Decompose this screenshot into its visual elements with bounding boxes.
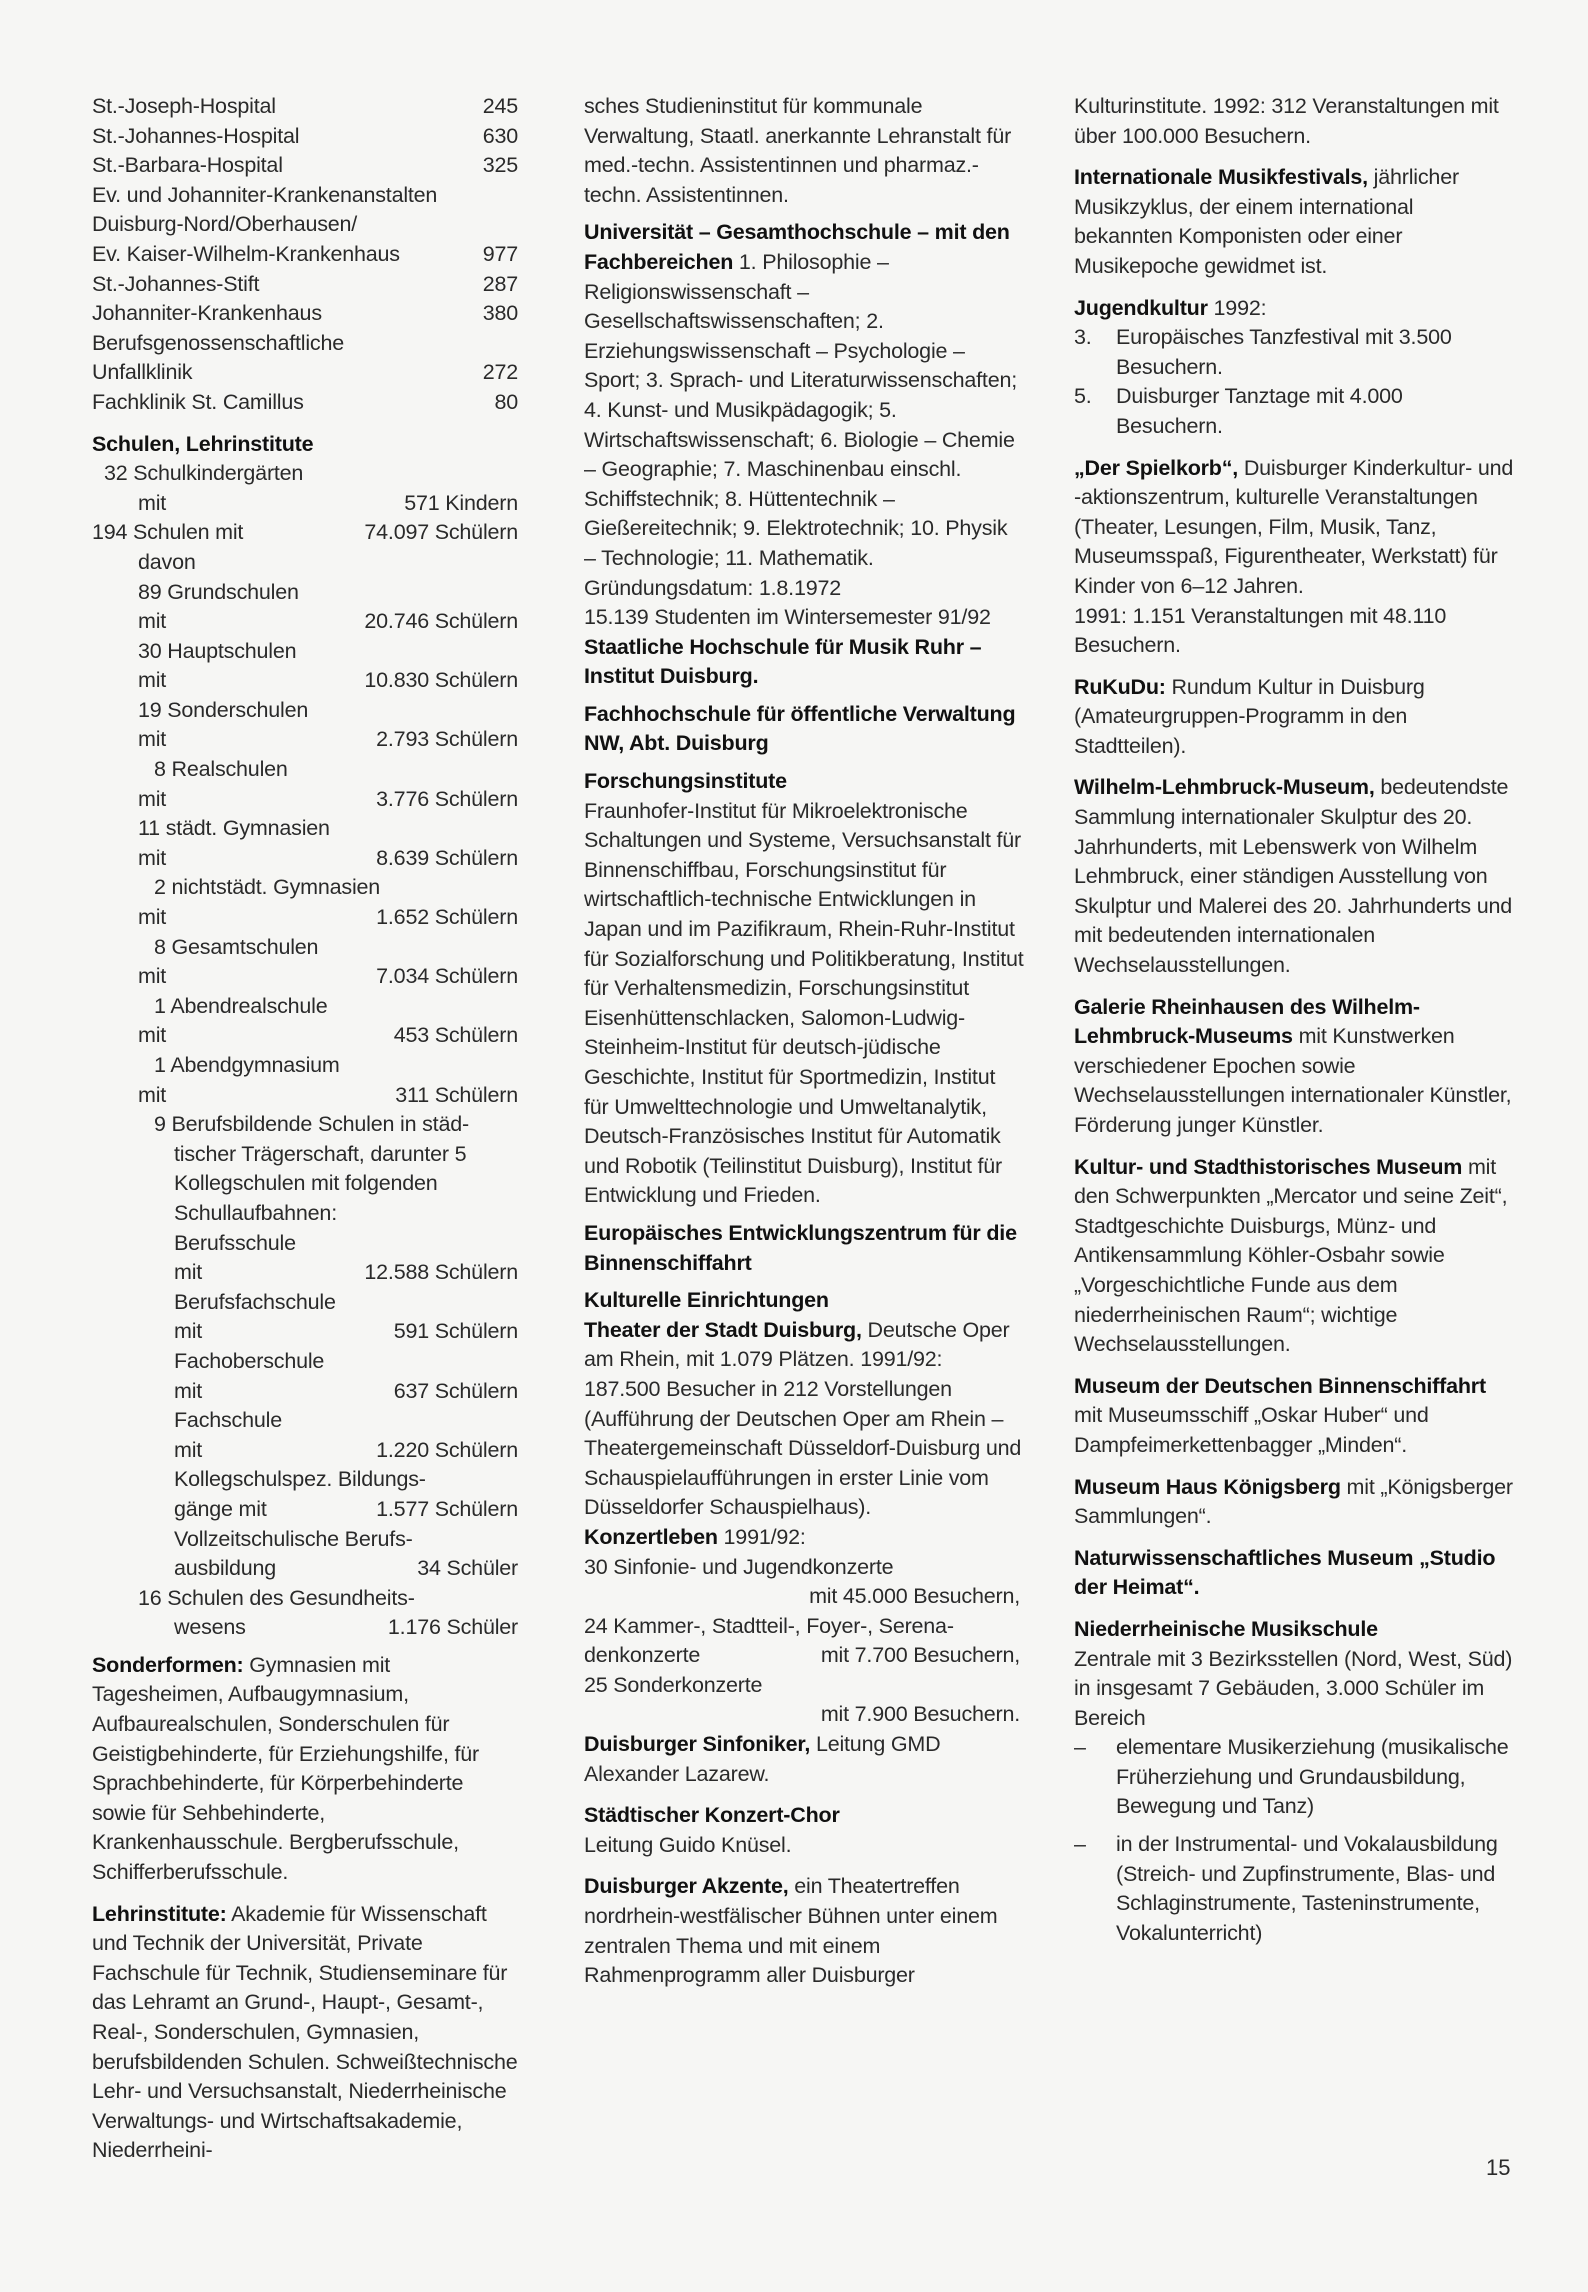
lehrinstitute-text: Akademie für Wissenschaft und Technik der Universität, Private Fachschule für Technik, Studienseminare für das Lehramt an Grund-, Haupt-, Gesamt-, Real-, Sonderschulen, Gymnasien, berufsbildenden Schulen. Schweißtechnische Lehr- und Versuchsanstalt, Niederrheinische Verwaltungs- und Wirtschaftsakademie, Niederrheini- [92,1901,518,2163]
school-count-line [92,1258,522,1288]
koenigsberg-heading: Museum Haus Königsberg [1074,1474,1341,1499]
hospital-row [92,151,522,181]
hospital-beds: 80 [494,389,518,414]
school-count-line [92,725,522,755]
mit-label: mit [138,964,167,989]
list-marker: 3. [1074,325,1092,350]
konzert-line: mit 7.900 Besuchern. [820,1702,1020,1727]
school-line: 89 Grundschulen [138,579,299,604]
gruendungsdatum: Gründungsdatum: 1.8.1972 [584,575,841,600]
konzert-line: mit 45.000 Besuchern, [809,1584,1020,1609]
school-list [92,459,522,1643]
list-item [1074,1830,1514,1948]
lehmbruck-paragraph [1074,773,1514,980]
naturmuseum-heading: Naturwissenschaftliches Museum „Studio der Heimat“. [1074,1545,1496,1600]
mit-label: mit [174,1437,203,1462]
school-line: 2 nichtstädt. Gymnasien [154,875,381,900]
forschung-text: Fraunhofer-Institut für Mikroelektronische Schaltungen und Systeme, Versuchsanstalt für Binnenschiffbau, Forschungsinstitut für wirtschaftlich-technische Entwicklungen in Japan und im Pazifikraum, Rhein-Ruhr-Institut für Sozialforschung und Politikberatung, Institut für Verhaltensmedizin, Forschungsinstitut Eisenhüttenschlacken, Salomon-Ludwig-Steinheim-Institut für deutsch-jüdische Geschichte, Institut für Sportmedizin, Institut für Umwelttechnologie und Umweltanalytik, Deutsch-Französisches Institut für Automatik und Robotik (Teilinstitut Duisburg), Institut für Entwicklung und Frieden. [584,798,1024,1208]
hospital-row [92,240,522,270]
school-count-line [92,518,522,548]
konzert-line: 25 Sonderkonzerte [584,1672,763,1697]
konzertleben-paragraph [584,1523,1024,1553]
spielkorb-text: Duisburger Kinderkultur- und -aktionszentrum, kulturelle Veranstaltungen (Theater, Lesungen, Film, Musik, Tanz, Museumsspaß, Figurentheater, Werkstatt) für Kinder von 6–12 Jahren. [1074,455,1514,598]
hospital-row [92,181,522,211]
school-line: Vollzeitschulische Berufs- [174,1526,413,1551]
school-count-line [92,903,522,933]
mit-label: mit [174,1378,203,1403]
count-value: 34 Schüler [417,1556,518,1581]
konzertchor-heading: Städtischer Konzert-Chor [584,1803,840,1828]
mit-label: mit [138,609,167,634]
hospital-list [92,92,522,418]
studenten-count: 15.139 Studenten im Wintersemester 91/92 [584,605,991,630]
column-2 [584,92,1024,1991]
universitaet-paragraph [584,218,1024,573]
konzertleben-text: 1991/92: [717,1524,806,1549]
continuation-text: Kulturinstitute. 1992: 312 Veranstaltungen mit über 100.000 Besuchern. [1074,94,1499,148]
school-line: Schullaufbahnen: [174,1200,337,1225]
hospital-beds: 977 [482,241,518,266]
sinfoniker-paragraph [584,1730,1024,1789]
list-text: Europäisches Tanzfestival mit 3.500 Besuchern. [1116,325,1452,379]
hospital-name: St.-Barbara-Hospital [92,153,283,178]
hospital-name: St.-Joseph-Hospital [92,94,276,118]
lehmbruck-text: bedeutendste Sammlung internationaler Skulptur des 20. Jahrhunderts, mit Lebenswerk von Wilhelm Lehmbruck, einer ständigen Ausstellung von Skulptur und Malerei des 20. Jahrhunderts und mit bedeutenden internationalen Wechselausstellungen. [1074,775,1512,978]
hospital-name: St.-Johannes-Stift [92,271,260,296]
galerie-text: mit Kunstwerken verschiedener Epochen sowie Wechselausstellungen internationaler Künstler, Förderung junger Künstler. [1074,1024,1512,1137]
hospital-name: Fachklinik St. Camillus [92,389,304,414]
school-line: Kollegschulspez. Bildungs- [174,1467,426,1492]
mit-label: mit [174,1260,203,1285]
count-value: 1.220 Schülern [376,1437,518,1462]
list-text: elementare Musikerziehung (musikalische Früherziehung und Grundausbildung, Bewegung und Tanz) [1116,1735,1509,1819]
school-line: 19 Sonderschulen [138,697,309,722]
hospital-beds: 245 [482,94,518,118]
rukudu-heading: RuKuDu: [1074,674,1166,699]
hospital-beds: 325 [482,153,518,178]
spielkorb-paragraph [1074,454,1514,602]
count-value: 571 Kindern [404,490,518,515]
school-line: 8 Realschulen [154,757,288,782]
rukudu-paragraph [1074,673,1514,762]
list-marker: – [1074,1735,1086,1760]
count-value: 12.588 Schülern [364,1260,518,1285]
list-text: Duisburger Tanztage mit 4.000 Besuchern. [1116,384,1403,438]
konzert-line: 24 Kammer-, Stadtteil-, Foyer-, Serena- [584,1613,954,1638]
count-value: 637 Schülern [393,1378,518,1403]
hospital-beds: 272 [482,360,518,385]
hospital-name: St.-Johannes-Hospital [92,123,300,148]
universitaet-text: 1. Philosophie – Religionswissenschaft – Gesellschaftswissenschaften; 2. Erziehungswissenschaft – Psychologie – Sport; 3. Sprach- und Literaturwissenschaften; 4. Kunst- und Musikpädagogik; 5. Wirtschaftswissenschaft; 6. Biologie – Chemie – Geographie; 7. Maschinenbau einschl. Schiffstechnik; 8. Hüttentechnik – Gießereitechnik; 9. Elektrotechnik; 10. Physik – Technologie; 11. Mathematik. [584,249,1017,570]
sinfoniker-heading: Duisburger Sinfoniker, [584,1732,811,1757]
count-value: 591 Schülern [393,1319,518,1344]
kulturelle-heading: Kulturelle Einrichtungen [584,1288,829,1313]
school-line: 1 Abendgymnasium [154,1053,340,1077]
forschung-heading: Forschungsinstitute [584,769,787,794]
hospital-row [92,299,522,329]
mit-label: mit [138,1082,167,1107]
hospital-row [92,270,522,300]
mit-label: mit [138,786,167,811]
hospital-beds [518,329,522,359]
list-item [1074,1733,1514,1822]
konzert-line: 30 Sinfonie- und Jugendkonzerte [584,1554,894,1579]
list-text: in der Instrumental- und Vokalausbildung (Streich- und Zupfinstrumente, Blas- und Schlaginstrumente, Tasteninstrumente, Vokalunterricht) [1116,1832,1498,1945]
school-count-line [92,1613,522,1643]
konzert-line [584,1641,1024,1671]
musikfestivals-paragraph [1074,163,1514,281]
count-value: 7.034 Schülern [376,964,518,989]
hospital-row [92,92,522,122]
rukudu-text: Rundum Kultur in Duisburg (Amateurgruppen-Programm in den Stadtteilen). [1074,674,1425,758]
school-line: Berufsfachschule [174,1289,336,1314]
school-line: Kollegschulen mit folgenden [174,1171,438,1196]
school-count-line [92,1436,522,1466]
count-value: 453 Schülern [393,1023,518,1048]
lehrinstitute-paragraph [92,1900,522,2166]
school-line: 9 Berufsbildende Schulen in städ- [154,1112,469,1137]
koenigsberg-text: mit „Königsberger Sammlungen“. [1074,1474,1513,1529]
stadtmuseum-paragraph [1074,1153,1514,1360]
theater-paragraph [584,1316,1024,1523]
mit-label: mit [174,1319,203,1344]
jugendkultur-heading: Jugendkultur [1074,295,1208,320]
school-line: davon [138,549,196,574]
hospital-name: Unfallklinik [92,360,193,385]
hospital-row [92,210,522,240]
konzertleben-heading: Konzertleben [584,1524,718,1549]
mit-label: mit [138,668,167,693]
jugendkultur-paragraph [1074,294,1514,324]
school-line: Fachoberschule [174,1348,325,1373]
school-count-line [92,666,522,696]
hospital-beds: 287 [482,271,518,296]
musikfestivals-text: jährlicher Musikzyklus, der einem international bekannten Komponisten oder einer Musikepoche gewidmet ist. [1074,165,1459,278]
mit-label: mit [138,905,167,930]
school-line: 16 Schulen des Gesundheits- [138,1585,415,1610]
konzert-label: denkonzerte [584,1643,701,1668]
mit-label: mit [138,490,167,515]
hospital-row [92,329,522,359]
school-line: 8 Gesamtschulen [154,934,319,959]
school-line: 32 Schulkindergärten [104,461,304,486]
school-count-line [92,1317,522,1347]
schulen-heading: Schulen, Lehrinstitute [92,431,314,456]
hospital-beds [518,210,522,240]
galerie-paragraph [1074,993,1514,1141]
hospital-name: Ev. Kaiser-Wilhelm-Krankenhaus [92,241,400,266]
count-value: 10.830 Schülern [364,668,518,693]
konzertchor-text: Leitung Guido Knüsel. [584,1832,792,1857]
count-value: 1.577 Schülern [376,1496,518,1521]
school-count-line [92,489,522,519]
mit-label: wesens [174,1615,246,1640]
school-count-line [92,1554,522,1584]
school-count-line [92,785,522,815]
mit-label: gänge mit [174,1496,267,1521]
theater-text: Deutsche Oper am Rhein, mit 1.079 Plätzen. 1991/92: 187.500 Besucher in 212 Vorstellungen (Aufführung der Deutschen Oper am Rhein – Theatergemeinschaft Düsseldorf-Duisburg und Schauspielaufführungen in erster Linie vom Düsseldorfer Schauspielhaus). [584,1317,1022,1520]
akzente-paragraph [584,1872,1024,1990]
konzert-value: mit 7.700 Besuchern, [820,1643,1020,1668]
count-value: 20.746 Schülern [364,609,518,634]
list-marker: – [1074,1832,1086,1857]
school-count-line [92,844,522,874]
page-number: 15 [1486,2155,1511,2180]
school-line: Fachschule [174,1408,282,1433]
sonderformen-paragraph [92,1651,522,1888]
list-item [1074,323,1514,382]
count-value: 2.793 Schülern [376,727,518,752]
spielkorb-heading: „Der Spielkorb“, [1074,455,1239,480]
spielkorb-stats: 1991: 1.151 Veranstaltungen mit 48.110 Besuchern. [1074,603,1447,658]
koenigsberg-paragraph [1074,1473,1514,1532]
hospital-beds [518,181,522,211]
galerie-heading: Galerie Rheinhausen des Wilhelm-Lehmbruck-Museums [1074,994,1420,1049]
mit-label: 194 Schulen mit [92,520,244,545]
count-value: 3.776 Schülern [376,786,518,811]
hospital-name: Ev. und Johanniter-Krankenanstalten [92,182,438,207]
count-value: 1.176 Schüler [387,1615,518,1640]
musikhochschule-heading: Staatliche Hochschule für Musik Ruhr – Institut Duisburg. [584,634,982,689]
school-count-line [92,607,522,637]
akzente-text: ein Theatertreffen nordrhein-westfälischer Bühnen unter einem zentralen Thema und mit einem Rahmenprogramm aller Duisburger [584,1874,998,1988]
hospital-row [92,388,522,418]
stadtmuseum-heading: Kultur- und Stadthistorisches Museum [1074,1154,1463,1179]
lehrinstitute-heading: Lehrinstitute: [92,1901,227,1926]
school-count-line [92,1377,522,1407]
binnenschiffahrt-text: mit Museumsschiff „Oskar Huber“ und Dampfeimerkettenbagger „Minden“. [1074,1403,1429,1457]
school-line: 1 Abendrealschule [154,993,328,1018]
school-count-line [92,962,522,992]
hospital-name: Duisburg-Nord/Oberhausen/ [92,212,358,237]
binnenschiffahrt-paragraph [1074,1372,1514,1461]
akzente-heading: Duisburger Akzente, [584,1874,789,1899]
sonderformen-text: Gymnasien mit Tagesheimen, Aufbaugymnasium, Aufbaurealschulen, Sonderschulen für Geistigbehinderte, für Erziehungshilfe, für Sprachbehinderte, für Körperbehinderte sowie für Sehbehinderte, Krankenhausschule. Bergberufsschule, Schifferberufsschule. [92,1652,479,1885]
hospital-name: Johanniter-Krankenhaus [92,301,322,326]
theater-heading: Theater der Stadt Duisburg, [584,1317,862,1342]
hospital-row [92,122,522,152]
list-marker: 5. [1074,384,1092,409]
count-value: 311 Schülern [395,1082,518,1107]
mit-label: mit [138,845,167,870]
count-value: 1.652 Schülern [376,905,518,930]
hospital-row [92,358,522,388]
binnenschiffahrt-heading: Museum der Deutschen Binnenschiffahrt [1074,1373,1486,1398]
musikfestivals-heading: Internationale Musikfestivals, [1074,165,1368,190]
school-count-line [92,1021,522,1051]
school-line: 30 Hauptschulen [138,638,297,663]
school-line: tischer Trägerschaft, darunter 5 [174,1141,467,1166]
lehmbruck-heading: Wilhelm-Lehmbruck-Museum, [1074,775,1375,800]
column-3 [1074,92,1514,1948]
count-value: 74.097 Schülern [364,520,518,545]
musikschule-list [1074,1733,1514,1948]
musikschule-heading: Niederrheinische Musikschule [1074,1616,1378,1641]
jugendkultur-text: 1992: [1207,295,1267,320]
entwicklungszentrum-heading: Europäisches Entwicklungszentrum für die Binnenschiffahrt [584,1220,1017,1275]
stadtmuseum-text: mit den Schwerpunkten „Mercator und seine Zeit“, Stadtgeschichte Duisburgs, Münz- und Antikensammlung Köhler-Osbahr sowie „Vorgeschichtliche Funde aus dem niederrheinischen Raum“; wichtige Wechselausstellungen. [1074,1154,1508,1357]
fachhochschule-heading: Fachhochschule für öffentliche Verwaltung NW, Abt. Duisburg [584,701,1016,756]
musikschule-text: Zentrale mit 3 Bezirksstellen (Nord, West, Süd) in insgesamt 7 Gebäuden, 3.000 Schüler im Bereich [1074,1646,1513,1730]
count-value: 8.639 Schülern [376,845,518,870]
hospital-beds: 380 [482,301,518,326]
school-line: Berufsschule [174,1230,296,1255]
school-count-line [92,1081,522,1111]
continuation-text: sches Studieninstitut für kommunale Verwaltung, Staatl. anerkannte Lehranstalt für med.-techn. Assistentinnen und pharmaz.-techn. Assistentinnen. [584,94,1012,207]
sinfoniker-text: Leitung GMD Alexander Lazarew. [584,1732,941,1786]
school-line: 11 städt. Gymnasien [138,816,330,841]
jugendkultur-list [1074,323,1514,441]
column-1 [92,92,522,2166]
mit-label: ausbildung [174,1556,277,1581]
hospital-name: Berufsgenossenschaftliche [92,330,344,355]
school-count-line [92,1495,522,1525]
list-item [1074,382,1514,441]
hospital-beds: 630 [482,123,518,148]
universitaet-heading: Universität – Gesamthochschule – mit den Fachbereichen [584,220,1010,274]
sonderformen-heading: Sonderformen: [92,1652,244,1677]
mit-label: mit [138,727,167,752]
mit-label: mit [138,1023,167,1048]
